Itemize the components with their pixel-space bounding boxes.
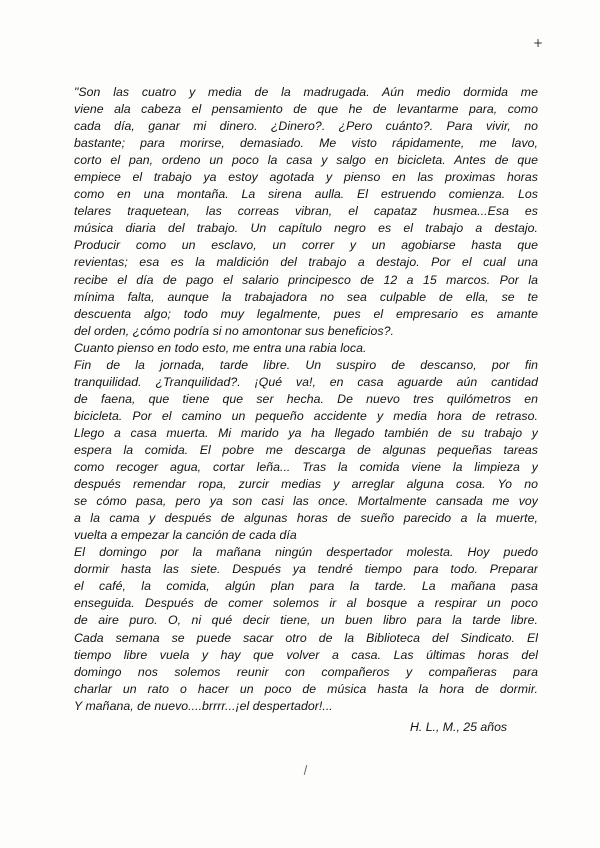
- text-line: se cómo pasa, pero ya son casi las once. Mortalmente cansada me voy: [74, 494, 538, 509]
- text-line: telares traquetean, las correas vibran, el capataz husmea...Esa es: [74, 204, 538, 219]
- text-line: enseguida. Después de comer solemos ir al bosque a respirar un poco: [74, 596, 538, 611]
- text-line: tranquilidad. ¿Tranquilidad?. ¡Qué va!, en casa aguarde aún cantidad: [74, 374, 538, 389]
- text-line: Llego a casa muerta. Mi marido ya ha llegado también de su trabajo y: [74, 425, 538, 440]
- text-line: bastante; para morirse, demasiado. Me visto rápidamente, me lavo,: [74, 136, 538, 151]
- text-line: cada día, ganar mi dinero. ¿Dinero?. ¿Pero cuánto?. Para vivir, no: [74, 119, 538, 134]
- text-line: charlar un rato o hacer un poco de música hasta la hora de dormir.: [74, 681, 538, 696]
- text-line: El domingo por la mañana ningún despertador molesta. Hoy puedo: [74, 545, 538, 560]
- text-line: corto el pan, ordeno un poco la casa y salgo en bicicleta. Antes de que: [74, 153, 538, 168]
- text-line: Producir como un esclavo, un correr y un agobiarse hasta que: [74, 238, 538, 253]
- text-line: Y mañana, de nuevo....brrrr...¡el despertador!...: [74, 698, 333, 713]
- text-line: música diaria del trabajo. Un capítulo negro es el trabajo a destajo.: [74, 221, 538, 236]
- text-line: de aire puro. O, ni qué decir tiene, un buen libro para la tarde libre.: [74, 613, 538, 628]
- stray-mark: [304, 765, 308, 775]
- text-line: mínima falta, aunque la trabajadora no sea culpable de ella, se te: [74, 289, 538, 304]
- signature-line: H. L., M., 25 años: [410, 720, 508, 734]
- text-line: a la cama y después de algunas horas de sueño parecido a la muerte,: [74, 511, 538, 526]
- text-line: vuelta a empezar la canción de cada día: [74, 528, 297, 543]
- text-line: espera la comida. El pobre me descarga de algunas pequeñas tareas: [74, 442, 538, 457]
- text-line: revientas; esa es la maldición del trabajo a destajo. Por el cual una: [74, 255, 538, 270]
- text-line: "Son las cuatro y media de la madrugada. Aún medio dormida me: [74, 85, 538, 99]
- text-line: Fin de la jornada, tarde libre. Un suspiro de descanso, por fin: [74, 357, 538, 372]
- text-line: dormir hasta las siete. Después ya tendré tiempo para todo. Preparar: [74, 562, 538, 577]
- text-line: del orden, ¿cómo podría si no amontonar sus beneficios?.: [74, 323, 394, 338]
- text-line: el café, la comida, algún plan para la tarde. La mañana pasa: [74, 579, 538, 594]
- text-line: descuenta algo; todo muy legalmente, pues el empresario es amante: [74, 306, 538, 321]
- text-line: Cada semana se puede sacar otro de la Biblioteca del Sindicato. El: [74, 630, 538, 645]
- text-line: tiempo libre vuela y hay que volver a casa. Las últimas horas del: [74, 647, 538, 662]
- text-line: domingo nos solemos reunir con compañeros y compañeras para: [74, 664, 538, 679]
- text-line: como en una montaña. La sirena aulla. El estruendo comienza. Los: [74, 187, 538, 202]
- text-line: después remendar ropa, zurcir medias y arreglar alguna cosa. Yo no: [74, 477, 538, 492]
- text-line: viene ala cabeza el pensamiento de que he de levantarme para, como: [74, 102, 538, 117]
- text-line: de faena, que tiene que ser hecha. De nuevo tres quilómetros en: [74, 391, 538, 406]
- corner-mark: +: [533, 36, 544, 50]
- text-line: Cuanto pienso en todo esto, me entra una rabia loca.: [74, 340, 367, 355]
- text-line: bicicleta. Por el camino un pequeño accidente y media hora de retraso.: [74, 408, 538, 423]
- text-line: empiece el trabajo ya estoy agotada y pienso en las proximas horas: [74, 170, 538, 185]
- text-line: recibe el día de pago el salario principesco de 12 a 15 marcos. Por la: [74, 272, 538, 287]
- text-line: como recoger agua, cortar leña... Tras la comida viene la limpieza y: [74, 460, 538, 475]
- document-body-text: [74, 84, 538, 715]
